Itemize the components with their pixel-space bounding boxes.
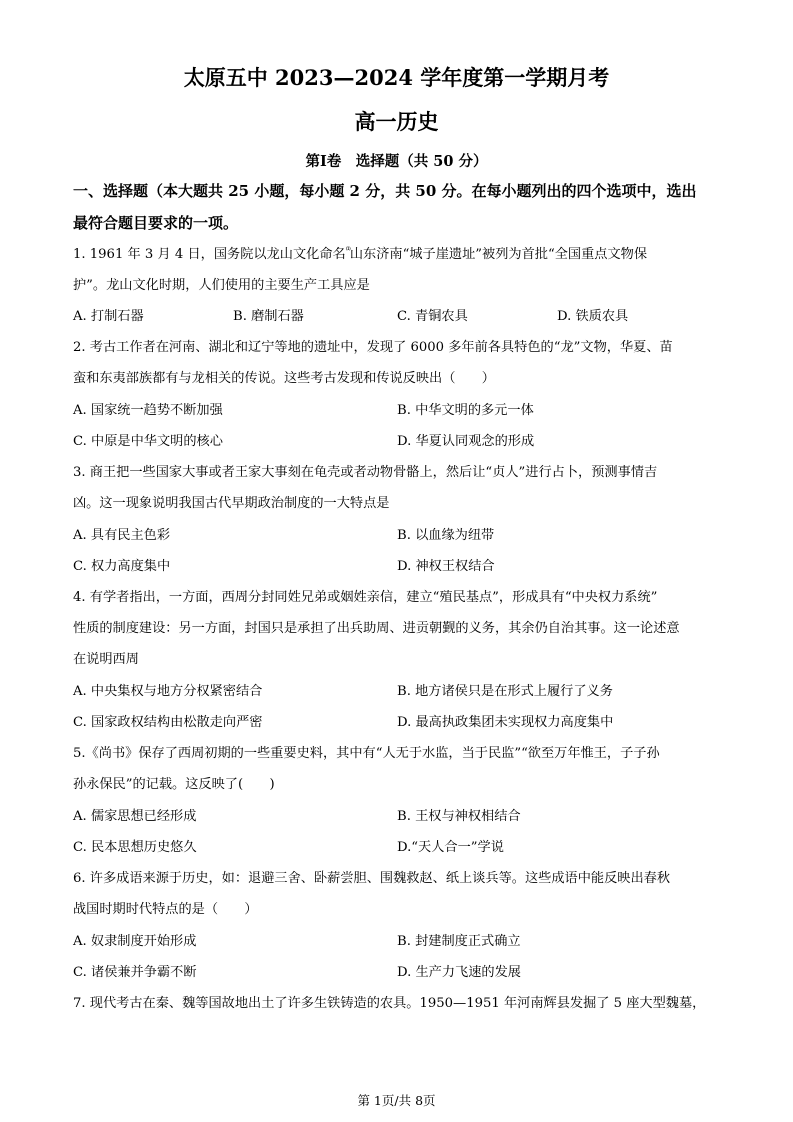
question-1-option-b[interactable]: B. 磨制石器 bbox=[233, 309, 304, 324]
question-5-line-2: 孙永保民”的记载。这反映了( ) bbox=[73, 777, 275, 792]
question-6-option-d[interactable]: D. 生产力飞速的发展 bbox=[397, 965, 521, 980]
question-3-option-c[interactable]: C. 权力高度集中 bbox=[73, 559, 171, 574]
question-2-option-a[interactable]: A. 国家统一趋势不断加强 bbox=[73, 403, 223, 418]
question-3-option-b[interactable]: B. 以血缘为纽带 bbox=[397, 528, 495, 543]
question-6-line-2: 战国时期时代特点的是（ ） bbox=[73, 902, 258, 917]
subject-title: 高一历史 bbox=[354, 109, 439, 134]
question-6-line-1: 6. 许多成语来源于历史，如：退避三舍、卧薪尝胆、围魏救赵、纸上谈兵等。这些成语中能反映出春秋 bbox=[73, 871, 671, 886]
question-2-option-c[interactable]: C. 中原是中华文明的核心 bbox=[73, 434, 223, 449]
question-7-line-1: 7. 现代考古在秦、魏等国故地出土了许多生铁铸造的农具。1950—1951 年河南辉县发掘了 5 座大型魏墓， bbox=[73, 996, 706, 1011]
question-4-option-c[interactable]: C. 国家政权结构由松散走向严密 bbox=[73, 715, 263, 730]
question-3-option-a[interactable]: A. 具有民主色彩 bbox=[73, 528, 171, 543]
footnote-mark: ⁽¹⁾ bbox=[345, 245, 350, 255]
instructions-line-1: 一、选择题（本大题共 25 小题，每小题 2 分，共 50 分。在每小题列出的四个选项中，选出 bbox=[73, 182, 697, 200]
question-1-line-1 bbox=[73, 243, 647, 262]
question-3-line-2: 凶。这一现象说明我国古代早期政治制度的一大特点是 bbox=[73, 496, 390, 511]
question-5-option-b[interactable]: B. 王权与神权相结合 bbox=[397, 809, 521, 824]
question-5-line-1: 5.《尚书》保存了西周初期的一些重要史料，其中有“人无于水监，当于民监”“欲至万年惟王，子子孙 bbox=[73, 746, 660, 761]
question-1-line-2: 护”。龙山文化时期，人们使用的主要生产工具应是 bbox=[73, 278, 370, 293]
question-3-option-d[interactable]: D. 神权王权结合 bbox=[397, 559, 495, 574]
question-1-option-a[interactable]: A. 打制石器 bbox=[73, 309, 144, 324]
question-5-option-a[interactable]: A. 儒家思想已经形成 bbox=[73, 809, 197, 824]
question-2-line-2: 蛮和东夷部族都有与龙相关的传说。这些考古发现和传说反映出（ ） bbox=[73, 371, 495, 386]
question-1-text-a: 1. 1961 年 3 月 4 日，国务院以龙山文化命名 bbox=[73, 247, 346, 262]
question-1-option-d[interactable]: D. 铁质农具 bbox=[557, 309, 629, 324]
question-6-option-c[interactable]: C. 诸侯兼并争霸不断 bbox=[73, 965, 197, 980]
question-1-text-b: 山东济南“城子崖遗址”被列为首批“全国重点文物保 bbox=[349, 247, 648, 262]
question-4-option-a[interactable]: A. 中央集权与地方分权紧密结合 bbox=[73, 684, 263, 699]
instructions-line-2: 最符合题目要求的一项。 bbox=[73, 214, 239, 232]
question-5-option-c[interactable]: C. 民本思想历史悠久 bbox=[73, 840, 197, 855]
question-5-option-d[interactable]: D.“天人合一”学说 bbox=[397, 840, 504, 855]
question-4-line-3: 在说明西周 bbox=[73, 652, 139, 667]
question-1-option-c[interactable]: C. 青铜农具 bbox=[397, 309, 468, 324]
exam-title: 太原五中 2023—2024 学年度第一学期月考 bbox=[183, 65, 610, 90]
question-6-option-a[interactable]: A. 奴隶制度开始形成 bbox=[73, 934, 197, 949]
question-3-line-1: 3. 商王把一些国家大事或者王家大事刻在龟壳或者动物骨骼上，然后让“贞人”进行占卜，预测事情吉 bbox=[73, 465, 658, 480]
question-4-line-2: 性质的制度建设：另一方面，封国只是承担了出兵助周、进贡朝觐的义务，其余仍自治其事。这一论述意 bbox=[73, 621, 680, 636]
question-2-line-1: 2. 考古工作者在河南、湖北和辽宁等地的遗址中，发现了 6000 多年前各具特色的“龙”文物，华夏、苗 bbox=[73, 340, 673, 355]
section-title: 第Ⅰ卷 选择题（共 50 分） bbox=[305, 153, 488, 170]
question-2-option-b[interactable]: B. 中华文明的多元一体 bbox=[397, 403, 534, 418]
question-4-line-1: 4. 有学者指出，一方面，西周分封同姓兄弟或姻姓亲信，建立“殖民基点”，形成具有“中央权力系统” bbox=[73, 590, 658, 605]
question-4-option-b[interactable]: B. 地方诸侯只是在形式上履行了义务 bbox=[397, 684, 613, 699]
question-2-option-d[interactable]: D. 华夏认同观念的形成 bbox=[397, 434, 535, 449]
question-4-option-d[interactable]: D. 最高执政集团未实现权力高度集中 bbox=[397, 715, 614, 730]
question-6-option-b[interactable]: B. 封建制度正式确立 bbox=[397, 934, 521, 949]
page-number: 第 1页/共 8页 bbox=[357, 1093, 436, 1108]
